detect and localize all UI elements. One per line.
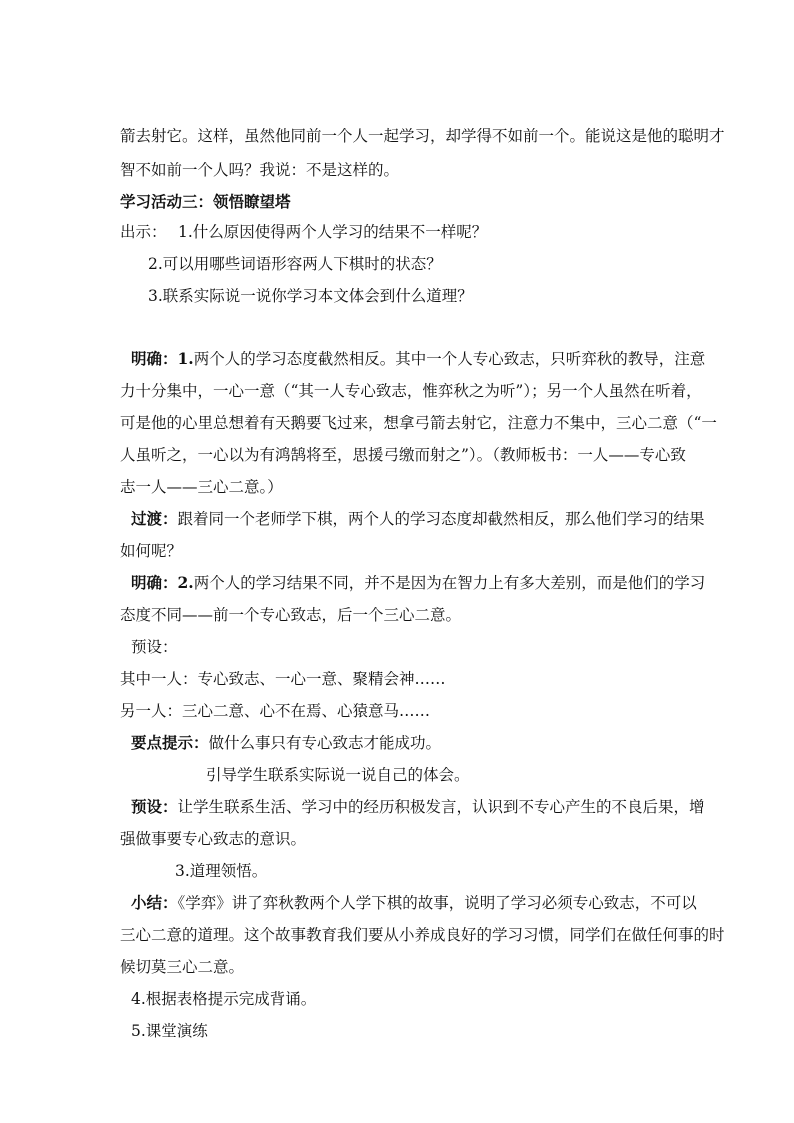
text: 《学弈》讲了弈秋教两个人学下棋的故事，说明了学习必须专心致志，不可以 bbox=[177, 894, 697, 912]
text: 4.根据表格提示完成背诵。 bbox=[131, 990, 317, 1008]
preset-line bbox=[120, 829, 306, 849]
clarify-1-first-line bbox=[131, 349, 706, 369]
clarify-line bbox=[120, 381, 702, 401]
summary-first-line bbox=[131, 893, 697, 913]
step-line bbox=[175, 861, 267, 881]
text: 3.道理领悟。 bbox=[175, 862, 268, 880]
summary-line bbox=[120, 925, 725, 945]
clarify-line bbox=[131, 349, 706, 369]
text: 智不如前一个人吗？我说：不是这样的。 bbox=[120, 161, 400, 179]
clarify-line bbox=[120, 413, 717, 433]
text: 志一人——三心二意。） bbox=[120, 478, 283, 496]
text: 引导学生联系实际说一说自己的体会。 bbox=[206, 766, 470, 784]
text: 跟着同一个老师学下棋，两个人的学习态度却截然相反，那么他们学习的结果 bbox=[177, 510, 705, 528]
preset-line bbox=[120, 669, 446, 689]
summary-label: 小结： bbox=[131, 893, 178, 912]
text: 两个人的学习结果不同，并不是因为在智力上有多大差别，而是他们的学习 bbox=[193, 574, 706, 592]
step-line bbox=[131, 1021, 208, 1041]
clarify-line bbox=[120, 445, 686, 465]
preset-line bbox=[131, 797, 705, 817]
question-3: 3.联系实际说一说你学习本文体会到什么道理？ bbox=[148, 287, 473, 305]
text: 强做事要专心致志的意识。 bbox=[120, 830, 307, 848]
preset-line bbox=[131, 637, 178, 657]
text: 力十分集中，一心一意（“其一人专心致志，惟弈秋之为听”）；另一个人虽然在听着， bbox=[120, 382, 702, 400]
text: 箭去射它。这样，虽然他同前一个人一起学习，却学得不如前一个。能说这是他的聪明才 bbox=[120, 127, 725, 145]
clarify-number: 1. bbox=[177, 349, 194, 368]
preset-label: 预设： bbox=[131, 638, 178, 656]
clarify-line bbox=[131, 573, 706, 593]
transition-line bbox=[131, 509, 705, 529]
question-line bbox=[148, 254, 442, 274]
tip-line bbox=[206, 765, 470, 785]
paragraph-line bbox=[120, 126, 725, 146]
summary-line bbox=[120, 957, 244, 977]
text: 态度不同——前一个专心致志，后一个三心二意。 bbox=[120, 606, 462, 624]
section-heading bbox=[120, 192, 291, 212]
tip-label: 要点提示： bbox=[131, 733, 209, 752]
text: 可是他的心里总想着有天鹅要飞过来，想拿弓箭去射它，注意力不集中，三心二意（“一 bbox=[120, 414, 717, 432]
show-label: 出示： bbox=[120, 223, 167, 241]
text: 如何呢？ bbox=[120, 542, 183, 560]
clarify-number: 2. bbox=[177, 573, 194, 592]
clarify-label: 明确： bbox=[131, 349, 178, 368]
question-line bbox=[148, 286, 473, 306]
preset-label: 预设： bbox=[131, 797, 178, 816]
preset-line bbox=[120, 701, 430, 721]
transition-label: 过渡： bbox=[131, 509, 178, 528]
clarify-line bbox=[120, 477, 283, 497]
text: 候切莫三心二意。 bbox=[120, 958, 245, 976]
transition-line bbox=[120, 541, 182, 561]
text: 三心二意的道理。这个故事教育我们要从小养成良好的学习习惯，同学们在做任何事的时 bbox=[120, 926, 725, 944]
text: 让学生联系生活、学习中的经历积极发言，认识到不专心产生的不良后果，增 bbox=[177, 798, 705, 816]
summary-line bbox=[131, 893, 697, 913]
clarify-label: 明确： bbox=[131, 573, 178, 592]
paragraph-line bbox=[120, 160, 399, 180]
text: 做什么事只有专心致志才能成功。 bbox=[208, 734, 442, 752]
text: 其中一人：专心致志、一心一意、聚精会神…… bbox=[120, 670, 446, 688]
text: 另一人：三心二意、心不在焉、心猿意马…… bbox=[120, 702, 431, 720]
question-line bbox=[120, 222, 167, 242]
heading-text: 学习活动三：领悟瞭望塔 bbox=[120, 192, 291, 211]
text: 两个人的学习态度截然相反。其中一个人专心致志，只听弈秋的教导，注意 bbox=[193, 350, 706, 368]
question-2: 2.可以用哪些词语形容两人下棋时的状态？ bbox=[148, 255, 442, 273]
transition-first-line bbox=[131, 509, 705, 529]
step-line bbox=[131, 989, 316, 1009]
question-1: 1.什么原因使得两个人学习的结果不一样呢？ bbox=[178, 223, 488, 241]
text: 人虽听之，一心以为有鸿鹄将至，思援弓缴而射之”）。（教师板书：一人——专心致 bbox=[120, 446, 686, 464]
tip-line bbox=[131, 733, 441, 753]
text: 5.课堂演练 bbox=[131, 1022, 208, 1040]
clarify-2-first-line bbox=[131, 573, 706, 593]
question-line bbox=[178, 222, 487, 242]
clarify-line bbox=[120, 605, 461, 625]
preset-2-first-line bbox=[131, 797, 705, 817]
